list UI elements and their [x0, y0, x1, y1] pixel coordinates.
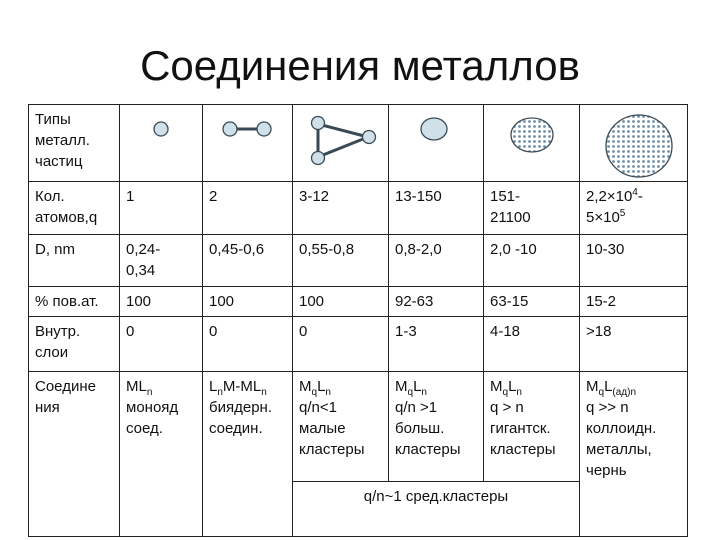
surface-cell: 100: [203, 287, 293, 317]
row-header-diameter: D, nm: [29, 235, 120, 287]
single-atom-icon: [120, 105, 203, 182]
metal-compounds-table: [28, 104, 688, 537]
small-cluster-icon: [389, 105, 484, 182]
compound-cell: $ML_n$ монояд соед.: [120, 372, 203, 537]
medium-clusters-note: q/n~1 сред.кластеры: [293, 482, 580, 537]
inner-cell: 4-18: [484, 317, 580, 372]
surface-cell: 92-63: [389, 287, 484, 317]
slide-title: Соединения металлов: [140, 42, 580, 89]
inner-cell: 0: [120, 317, 203, 372]
triangle-cluster-icon: [293, 105, 389, 182]
table-row: [29, 372, 688, 482]
atoms-cell: 151- 21100: [484, 182, 580, 235]
row-header-types: Типы металл. частиц: [29, 105, 120, 182]
colloid-icon: [580, 105, 688, 182]
inner-cell: 0: [293, 317, 389, 372]
atoms-cell: $2,2\times 10^4-$ $5\times 10^5$: [580, 182, 688, 235]
compound-cell: $M_qL_n$ q > n гигантск. кластеры: [484, 372, 580, 482]
table-row: [29, 317, 688, 372]
table-row: [29, 182, 688, 235]
surface-cell: 15-2: [580, 287, 688, 317]
table-row: [29, 235, 688, 287]
atoms-cell: 1: [120, 182, 203, 235]
inner-cell: 0: [203, 317, 293, 372]
diameter-cell: 10-30: [580, 235, 688, 287]
atoms-cell: 3-12: [293, 182, 389, 235]
surface-cell: 100: [293, 287, 389, 317]
surface-cell: 63-15: [484, 287, 580, 317]
compound-cell: $M_qL_n$ q/n<1 малые кластеры: [293, 372, 389, 482]
row-header-surface: % пов.ат.: [29, 287, 120, 317]
diameter-cell: 0,55-0,8: [293, 235, 389, 287]
diameter-cell: 0,8-2,0: [389, 235, 484, 287]
dimer-icon: [203, 105, 293, 182]
row-header-compounds: Соедине ния: [29, 372, 120, 537]
diameter-cell: 0,45-0,6: [203, 235, 293, 287]
compound-cell: $L_nM-ML_n$ биядерн. соедин.: [203, 372, 293, 537]
compound-cell: $M_qL_n$ q/n >1 больш. кластеры: [389, 372, 484, 482]
atoms-cell: 13-150: [389, 182, 484, 235]
inner-cell: 1-3: [389, 317, 484, 372]
row-header-atoms: Кол. атомов,q: [29, 182, 120, 235]
large-cluster-icon: [484, 105, 580, 182]
compound-cell: $M_qL_{(ад)n}$ q >> n коллоидн. металлы, чернь: [580, 372, 688, 537]
row-header-inner: Внутр. слои: [29, 317, 120, 372]
atoms-cell: 2: [203, 182, 293, 235]
table-row: [29, 105, 688, 182]
surface-cell: 100: [120, 287, 203, 317]
inner-cell: >18: [580, 317, 688, 372]
diameter-cell: 0,24- 0,34: [120, 235, 203, 287]
diameter-cell: 2,0 -10: [484, 235, 580, 287]
table-row: [29, 287, 688, 317]
